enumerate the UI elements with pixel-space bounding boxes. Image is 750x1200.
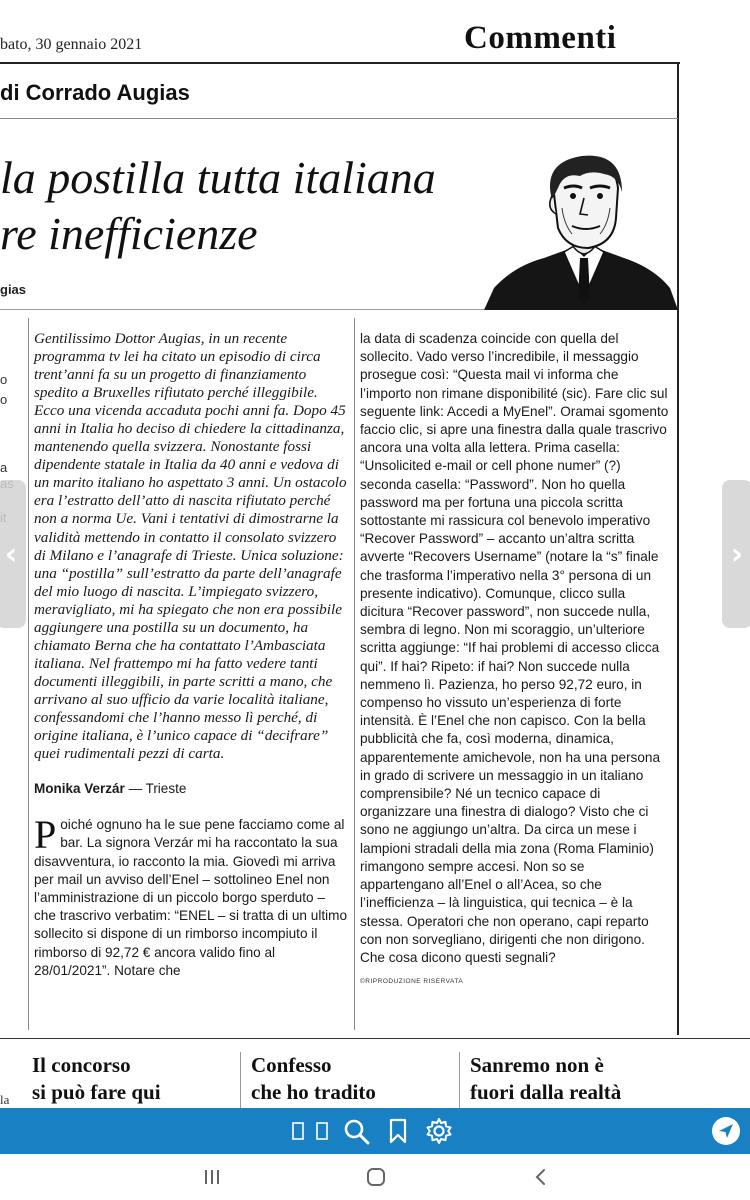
letter-author xyxy=(34,781,348,796)
single-page-icon[interactable] xyxy=(290,1117,306,1145)
left-column xyxy=(34,330,348,980)
left-column-rule xyxy=(28,318,29,1030)
recent-apps-icon[interactable] xyxy=(198,1166,226,1188)
teaser-line: si può fare qui xyxy=(32,1080,161,1104)
chevron-right-icon: › xyxy=(730,536,744,572)
reply-text-part-2: la data di scadenza coincide con quella del sollecito. Vado verso l’incredibile, il messaggio prosegue così: “Questa mail vi informa che l’importo non rimane disponibilité (sic). Fare clic sul seguente link: Accedi a MyEnel”. Oramai sgomento faccio clic, si apre una finestra dalla quale trascrivo ancora una volta alla lettera. Prima casella: “Unsolicited e-mail or cell phone numer” (?) seconda casella: “Password”. Non ho quella password ma per fortuna una piccola scritta sottostante mi rassicura col benevolo imperativo “Recover Password” – accanto un’altra scritta avverte “Recovers Username” (notare la “s” finale che trasforma l’imperativo nella 3° persona di un presente indicativo). Comunque, clicco sulla dicitura “Recover password”, non succede nulla, sembra di legno. Non mi scoraggio, un’ulteriore scritta aggiunge: “If hai problemi di accesso clicca qui”. If hai? Ripeto: if hai? Non succede nulla nemmeno lì. Pazienza, ho perso 92,72 euro, in compenso ho vissuto un’esperienza di forte intensità. È l’Enel che non capisco. Con la bella pubblicità che fa, così moderna, dinamica, apparentemente amichevole, non ha una persona in grado di scrivere un messaggio in un italiano comprensibile? Né un tecnico capace di organizzare una finestra di dialogo? Visto che ci sono ne aggiungo un’altra. Da circa un mese i lampioni stradali della mia zona (Roma Flaminio) rimangono sempre accesi. Non so se appartengano all’Enel o all’Acea, so che l’inefficienza – là linguistica, qui tecnica – è la stessa. Operatori che non operano, capi reparto con non sorvegliano, dirigenti che non dirigono. Che cosa dicono questi segnali? xyxy=(360,331,669,965)
section-title: Commenti xyxy=(464,20,617,56)
cut-off-text-fragment: a xyxy=(0,460,8,475)
bookmark-icon[interactable] xyxy=(386,1117,410,1145)
letter-author-name: Monika Verzár xyxy=(34,781,125,797)
author-signature: gias xyxy=(0,282,27,297)
reply-opening: oiché ognuno ha le sue pene facciamo come al bar. La signora Verzár mi ha raccontato la sua disavventura, io racconto la mia. Giovedì mi arriva per mail un avviso dell’Enel – sottolineo Enel non l’amministrazione di un piccolo borgo sperduto – che trascrivo verbatim: “ENEL – si tratta di un ultimo sollecito si dispone di un rimborso incompiuto il rimborso di 92,72 € ancora valido fino al 28/01/2021”. Notare che xyxy=(34,817,348,978)
home-icon[interactable] xyxy=(364,1166,388,1188)
headline-line-2: re inefficienze xyxy=(0,208,258,259)
reader-toolbar xyxy=(0,1108,750,1154)
teaser-line: Sanremo non è xyxy=(470,1053,604,1077)
teaser-headline[interactable] xyxy=(251,1052,376,1106)
settings-icon[interactable] xyxy=(424,1117,454,1145)
previous-page-button[interactable] xyxy=(0,480,26,628)
teasers-divider xyxy=(0,1038,750,1039)
teaser-divider xyxy=(459,1052,460,1108)
system-navigation-bar xyxy=(0,1154,750,1200)
search-icon[interactable] xyxy=(340,1117,372,1145)
teaser-line: che ho tradito xyxy=(251,1080,376,1104)
author-portrait-illustration xyxy=(484,148,678,310)
teaser-headline[interactable] xyxy=(470,1052,621,1106)
back-icon[interactable] xyxy=(530,1166,550,1188)
reply-text-part-1 xyxy=(34,812,348,980)
column-byline: di Corrado Augias xyxy=(0,80,190,105)
right-column xyxy=(360,330,672,991)
reader-letter: Gentilissimo Dottor Augias, in un recente programma tv lei ha citato un episodio di circa trent’anni fa su un progetto di finanziamento spedito a Bruxelles rifiutato perché illeggibile. Ecco una vicenda accaduta pochi anni fa. Dopo 45 anni in Italia ho deciso di chiedere la cittadinanza, mantenendo quella svizzera. Nonostante fossi dipendente statale in Italia da 40 anni e vedova di un marito italiano ho aspettato 3 anni. Un ostacolo era l’estratto dell’atto di nascita rifiutato perché non a norma Ue. Vani i tentativi di dimostrarne la validità mettendo in contatto il consolato svizzero di Milano e l’anagrafe di Trieste. Unica soluzione: una “postilla” sull’estratto da parte dell’anagrafe del mio luogo di nascita. L’impiegato svizzero, meravigliato, mi ha spiegato che non era possibile aggiungere una postilla su un documento, ha chiamato Berna che ha contattato l’Ambasciata italiana. Nel frattempo mi ha fatto vedere tanti documenti illeggibili, in parte scritti a mano, che arrivano al suo ufficio da varie località italiane, confessandomi che l’hanno messo lì perché, di origine italiana, è l’unico capace di “decifrare” quei rudimentali pezzi di carta. xyxy=(34,330,347,763)
copyright-notice: ©RIPRODUZIONE RISERVATA xyxy=(360,978,464,986)
issue-date: bato, 30 gennaio 2021 xyxy=(0,36,143,53)
page-header xyxy=(0,0,750,60)
teaser-headline[interactable] xyxy=(32,1052,161,1106)
double-page-icon[interactable] xyxy=(314,1117,330,1145)
teaser-line: Il concorso xyxy=(32,1053,131,1077)
byline-divider xyxy=(0,118,678,119)
next-page-button[interactable] xyxy=(722,480,750,628)
article-headline xyxy=(0,150,436,262)
cut-off-text-fragment: la xyxy=(0,1092,10,1107)
column-divider xyxy=(354,318,355,1030)
teaser-line: Confesso xyxy=(251,1053,332,1077)
headline-line-1: la postilla tutta italiana xyxy=(0,152,436,203)
cut-off-text-fragment: o xyxy=(0,372,8,387)
navigate-icon[interactable] xyxy=(712,1117,740,1145)
cut-off-text-fragment: o xyxy=(0,392,8,407)
header-rule xyxy=(0,62,680,64)
chevron-left-icon: ‹ xyxy=(4,536,18,572)
drop-cap: P xyxy=(34,812,57,858)
letter-author-place: — Trieste xyxy=(128,781,187,797)
teaser-line: fuori dalla realtà xyxy=(470,1080,622,1104)
teaser-divider xyxy=(240,1052,241,1108)
